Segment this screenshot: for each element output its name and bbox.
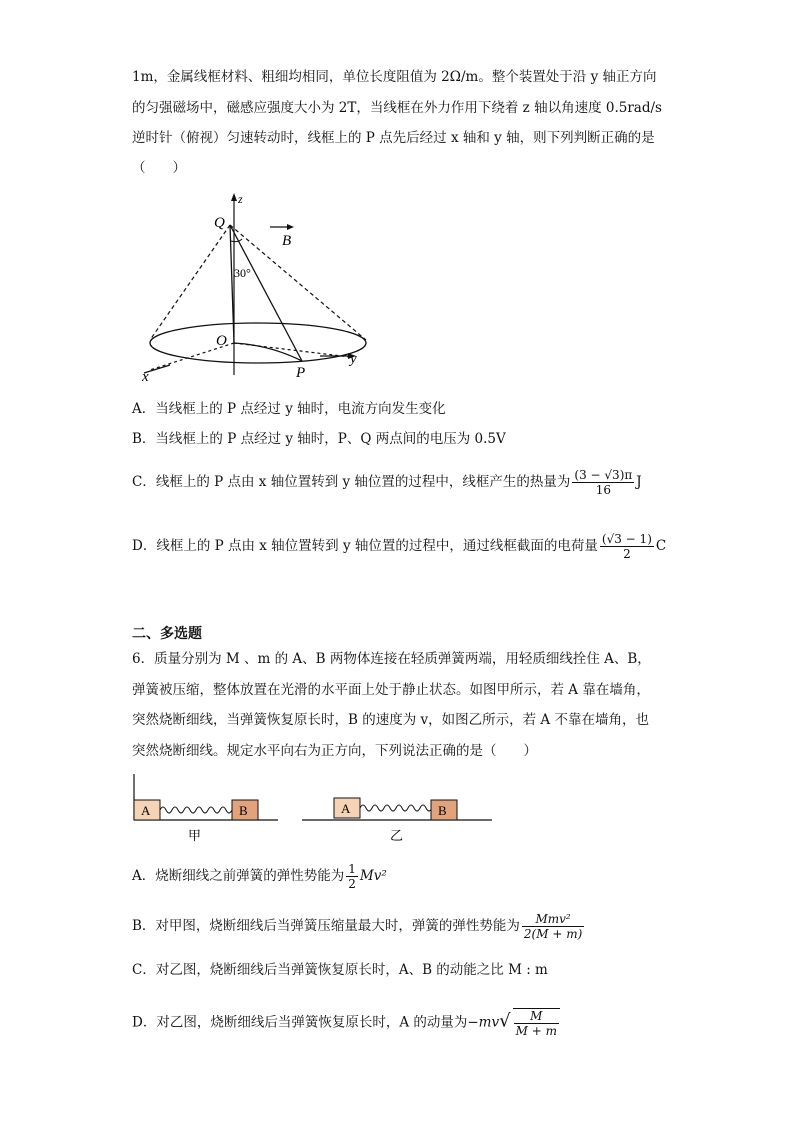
unit: J: [636, 474, 642, 490]
b-field-label: B: [282, 233, 292, 249]
q6-line2: 弹簧被压缩，整体放置在光滑的水平面上处于静止状态。如图甲所示，若 A 靠在墙角，: [132, 682, 650, 698]
block-b-jia-label: B: [239, 803, 248, 818]
q6-option-b-text: B．对甲图，烧断细线后当弹簧压缩量最大时，弹簧的弹性势能为: [132, 918, 520, 934]
option-d-prefix: −mv: [467, 1014, 500, 1031]
q6-option-d: D．对乙图，烧断细线后当弹簧恢复原长时，A 的动量为−mv√ $\frac{M}{M + m}$: [132, 1008, 562, 1038]
block-a-yi-label: A: [341, 801, 351, 816]
frac-num: (√3 − 1): [601, 532, 652, 546]
q6-option-b-fraction: [522, 912, 584, 941]
q5-option-c-text: C．线框上的 P 点由 x 轴位置转到 y 轴位置的过程中，线框产生的热量为: [132, 474, 571, 490]
q6-option-a: [132, 862, 387, 891]
caption-jia: 甲: [188, 828, 202, 843]
frac-den: 2: [623, 547, 631, 561]
frac-den: 2: [348, 877, 356, 891]
q6-option-c: C．对乙图，烧断细线后当弹簧恢复原长时，A、B 的动能之比 M : m: [132, 962, 548, 978]
q6-option-d-text: D．对乙图，烧断细线后当弹簧恢复原长时，A 的动量为: [132, 1014, 468, 1031]
q6-option-b: [132, 912, 586, 941]
y-label: y: [350, 351, 357, 367]
q6-line3: 突然烧断细线，当弹簧恢复原长时，B 的速度为 v，如图乙所示，若 A 不靠在墙角，也: [132, 712, 649, 728]
q5-option-d-fraction: [600, 532, 654, 561]
q5-option-a: A．当线框上的 P 点经过 y 轴时，电流方向发生变化: [132, 401, 446, 417]
spring-figures: [128, 772, 498, 844]
frac-den: 16: [595, 483, 611, 497]
q-label: Q: [214, 215, 225, 231]
q6-option-a-text: A．烧断细线之前弹簧的弹性势能为: [132, 868, 345, 884]
frac-num: (3 − √3)π: [574, 468, 633, 482]
o-label: O: [216, 333, 227, 349]
block-a-jia-label: A: [141, 803, 151, 818]
q5-text-line1: 1m，金属线框材料、粗细均相同，单位长度阻值为 2Ω/m。整个装置处于沿 y 轴正方向: [132, 69, 657, 85]
q6-option-a-fraction: [346, 862, 358, 891]
spring-jia: [160, 807, 244, 813]
q5-text-line4: （ ）: [132, 160, 186, 176]
q5-option-d: [132, 532, 666, 561]
block-b-yi-label: B: [438, 803, 447, 818]
unit: C: [655, 538, 667, 554]
frac-den: M + m: [515, 1024, 557, 1038]
q6-line1: 6．质量分别为 M 、m 的 A、B 两物体连接在轻质弹簧两端，用轻质细线拴住 A、B，: [132, 651, 651, 667]
base-ellipse: [150, 323, 366, 363]
q6-option-d-fraction: [513, 1008, 560, 1038]
spring-yi: [360, 805, 432, 811]
q5-option-b: B．当线框上的 P 点经过 y 轴时，P、Q 两点间的电压为 0.5V: [132, 431, 506, 447]
q5-option-c: [132, 468, 642, 497]
q5-text-line2: 的匀强磁场中，磁感应强度大小为 2T，当线框在外力作用下绕着 z 轴以角速度 0.5rad/s: [132, 100, 662, 116]
section-title: 二、多选题: [132, 626, 202, 642]
q5-text-line3: 逆时针（俯视）匀速转动时，线框上的 P 点先后经过 x 轴和 y 轴，则下列判断正确的是: [132, 130, 655, 146]
frac-den: 2(M + m): [523, 927, 583, 941]
frac-num: Mmv²: [522, 912, 584, 927]
cone-figure: [130, 185, 370, 385]
z-label: z: [238, 192, 243, 206]
caption-yi: 乙: [390, 828, 404, 843]
angle-label: 30°: [234, 266, 251, 280]
x-label: x: [142, 369, 149, 385]
option-a-tail: Mv²: [359, 868, 387, 884]
frac-num: M: [514, 1009, 559, 1024]
q6-line4: 突然烧断细线。规定水平向右为正方向，下列说法正确的是（ ）: [132, 743, 537, 759]
q5-option-c-fraction: [572, 468, 634, 497]
q5-option-d-text: D．线框上的 P 点由 x 轴位置转到 y 轴位置的过程中，通过线框截面的电荷量: [132, 538, 598, 554]
p-label: P: [296, 365, 306, 381]
frac-num: 1: [348, 862, 356, 876]
